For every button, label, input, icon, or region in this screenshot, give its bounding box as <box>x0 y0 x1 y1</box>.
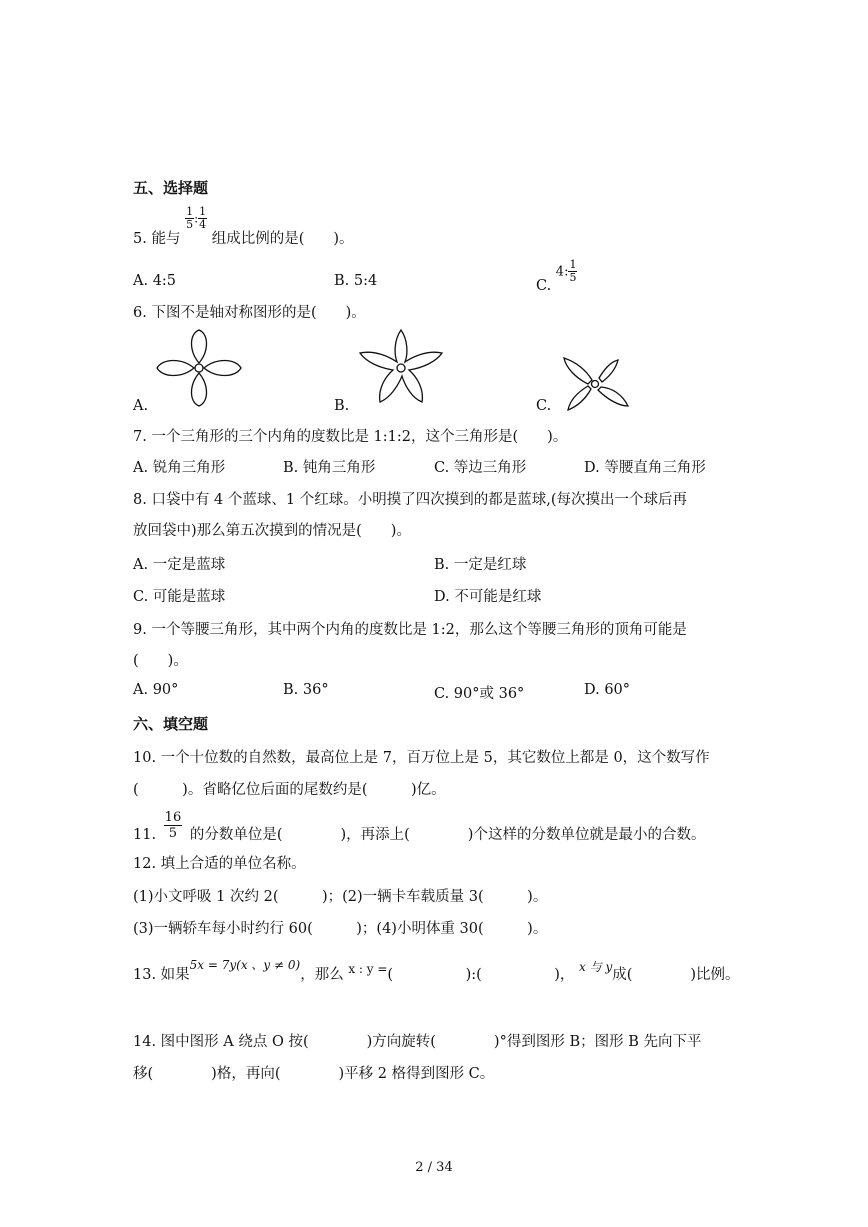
q9-option-d: D. 60° <box>584 682 631 698</box>
q7-option-c: C. 等边三角形 <box>434 460 527 476</box>
q9-option-c: C. 90°或 36° <box>434 686 525 702</box>
section-6-title: 六、填空题 <box>133 715 209 733</box>
q8-option-a: A. 一定是蓝球 <box>133 557 226 573</box>
section-5-title: 五、选择题 <box>133 179 209 197</box>
q5-text-before: 5. 能与 <box>133 230 181 247</box>
q13-xy: x 与 y <box>579 960 613 974</box>
q8-option-d: D. 不可能是红球 <box>434 589 542 605</box>
page-number: 2 / 34 <box>415 1160 453 1175</box>
question-10-line-2: ( )。省略亿位后面的尾数约是( )亿。 <box>133 782 446 798</box>
question-8-line-2: 放回袋中)那么第五次摸到的情况是( )。 <box>133 523 411 539</box>
q5-fraction-2: $\frac{1}{4}$ <box>199 205 207 231</box>
q8-option-c: C. 可能是蓝球 <box>133 589 226 605</box>
q5-option-c: C. 4: $\frac{1}{5}$ <box>536 258 577 294</box>
question-8-line-1: 8. 口袋中有 4 个蓝球、1 个红球。小明摸了四次摸到的都是蓝球,(每次摸出一个球后再 <box>133 492 687 508</box>
q9-option-a: A. 90° <box>133 682 179 698</box>
q6-option-b: B. <box>334 398 350 414</box>
question-5: 5. 能与 $\frac{1}{5}$ : $\frac{1}{4}$ 组成比例的是( )。 <box>133 205 354 247</box>
q5-option-b: B. 5:4 <box>334 273 378 289</box>
question-12-line-1: (1)小文呼吸 1 次约 2( )；(2)一辆卡车载质量 3( )。 <box>133 889 548 905</box>
five-petal-flower-figure <box>356 326 446 406</box>
question-12-title: 12. 填上合适的单位名称。 <box>133 856 306 872</box>
four-petal-flower-figure <box>153 326 245 410</box>
q13-equation: 5x = 7y(x 、y ≠ 0) <box>189 958 301 972</box>
q6-option-a: A. <box>133 398 149 414</box>
q9-option-b: B. 36° <box>283 682 329 698</box>
question-10-line-1: 10. 一个十位数的自然数，最高位上是 7，百万位上是 5，其它数位上都是 0，这个数写作 <box>133 750 710 766</box>
q7-option-a: A. 锐角三角形 <box>133 460 226 476</box>
q6-option-c: C. <box>536 398 552 414</box>
q7-option-b: B. 钝角三角形 <box>283 460 376 476</box>
question-14-line-1: 14. 图中图形 A 绕点 O 按( )方向旋转( )°得到图形 B；图形 B 先向下平 <box>133 1034 702 1050</box>
question-14-line-2: 移( )格，再向( )平移 2 格得到图形 C。 <box>133 1066 495 1082</box>
question-9-line-1: 9. 一个等腰三角形，其中两个内角的度数比是 1:2，那么这个等腰三角形的顶角可能是 <box>133 622 687 638</box>
question-12-line-2: (3)一辆轿车每小时约行 60( )；(4)小明体重 30( )。 <box>133 921 548 937</box>
q8-option-b: B. 一定是红球 <box>434 557 527 573</box>
question-9-line-2: ( )。 <box>133 653 188 669</box>
q11-fraction: $\frac{16}{5}$ <box>164 810 182 841</box>
q5-option-a: A. 4:5 <box>133 273 177 289</box>
pinwheel-figure <box>558 352 634 412</box>
q5-text-after: 组成比例的是( )。 <box>211 230 354 247</box>
question-7: 7. 一个三角形的三个内角的度数比是 1:1:2，这个三角形是( )。 <box>133 429 568 445</box>
q5-fraction-1: $\frac{1}{5}$ <box>186 205 194 231</box>
q13-ratio: x : y = <box>348 962 388 976</box>
q7-option-d: D. 等腰直角三角形 <box>584 460 706 476</box>
question-11: 11. $\frac{16}{5}$ 的分数单位是( )，再添上( )个这样的分数单位就是最小的合数。 <box>133 810 706 843</box>
question-13: 13. 如果5x = 7y(x 、y ≠ 0)，那么 x : y =( ):( )， x 与 y成( )比例。 <box>133 958 740 983</box>
question-6: 6. 下图不是轴对称图形的是( )。 <box>133 305 366 321</box>
